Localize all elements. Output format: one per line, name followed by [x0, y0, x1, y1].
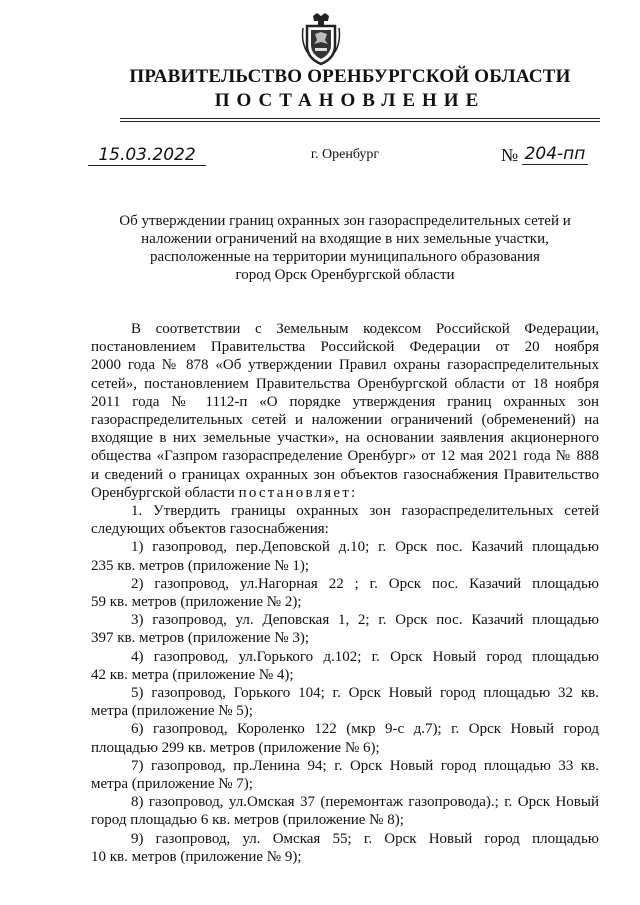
text-line: и сведений о границах охранных зон объектов газоснабжения Правительство	[91, 466, 599, 483]
list-item	[91, 720, 599, 756]
document-number: 204-пп	[522, 144, 588, 165]
title-line: город Орск Оренбургской области	[235, 267, 455, 283]
list-item	[91, 757, 599, 793]
document-title	[95, 212, 595, 284]
text-line: входящие в них земельные участки», на основании заявления акционерного	[91, 430, 599, 447]
text-line: 59 кв. метров (приложение № 2);	[91, 594, 302, 611]
text-line: постановлением Правительства Российской Федерации от 20 ноября	[91, 339, 599, 356]
document-date: 15.03.2022	[88, 145, 206, 166]
text-line: площадью 299 кв. метров (приложение № 6);	[91, 739, 380, 756]
text-line: метра (приложение № 5);	[91, 703, 253, 720]
document-body	[91, 320, 599, 866]
text-line: 235 кв. метров (приложение № 1);	[91, 557, 310, 574]
text-line: общества «Газпром газораспределение Оренбург» от 12 мая 2021 года № 888	[91, 448, 599, 465]
list-item	[91, 830, 599, 866]
list-item	[91, 648, 599, 684]
list-item	[91, 793, 599, 829]
text-line: 1) газопровод, пер.Деповской д.10; г. Орск пос. Казачий площадью	[131, 539, 599, 556]
text-line: 2000 года № 878 «Об утверждении Правил охраны газораспределительных	[91, 357, 599, 374]
text-line: метра (приложение № 7);	[91, 776, 253, 793]
text-line: 42 кв. метра (приложение № 4);	[91, 666, 294, 683]
text-line: газораспределительных сетей и наложении ограничений (обременений) на	[91, 412, 599, 429]
text-line: город площадью 6 кв. метров (приложение № 8);	[91, 812, 404, 829]
text-line: следующих объектов газоснабжения:	[91, 521, 329, 538]
text-line	[91, 484, 599, 502]
resolves-word: постановляет:	[238, 484, 358, 501]
list-item	[91, 575, 599, 611]
list-item	[91, 611, 599, 647]
title-line: расположенные на территории муниципального образования	[150, 249, 540, 265]
text-line: 10 кв. метров (приложение № 9);	[91, 848, 302, 865]
list-item	[91, 538, 599, 574]
header-divider	[120, 118, 600, 119]
text-line: 6) газопровод, Короленко 122 (мкр 9-с д.7); г. Орск Новый город	[131, 721, 599, 738]
text-line: В соответствии с Земельным кодексом Российской Федерации,	[131, 321, 599, 337]
item-1-paragraph	[91, 502, 599, 538]
text-line: 7) газопровод, пр.Ленина 94; г. Орск Новый город площадью 33 кв.	[131, 757, 599, 774]
text-line: 8) газопровод, ул.Омская 37 (перемонтаж газопровода).; г. Орск Новый	[131, 794, 599, 811]
text-fragment: Оренбургской области	[91, 484, 239, 501]
title-line: наложении ограничений на входящие в них земельные участки,	[141, 231, 549, 247]
document-number-label: №	[501, 145, 519, 165]
document-type-heading: ПОСТАНОВЛЕНИЕ	[214, 90, 486, 111]
organization-heading: ПРАВИТЕЛЬСТВО ОРЕНБУРГСКОЙ ОБЛАСТИ	[129, 66, 571, 87]
title-line: Об утверждении границ охранных зон газораспределительных сетей и	[119, 213, 571, 229]
text-line: 2) газопровод, ул.Нагорная 22 ; г. Орск пос. Казачий площадью	[131, 575, 599, 592]
text-line: 9) газопровод, ул. Омская 55; г. Орск Новый город площадью	[131, 830, 599, 847]
coat-of-arms-icon	[301, 12, 341, 66]
preamble-paragraph	[91, 320, 599, 502]
text-line: 3) газопровод, ул. Деповская 1, 2; г. Орск пос. Казачий площадью	[131, 612, 599, 629]
text-line: сетей», постановлением Правительства Оренбургской области от 18 ноября	[91, 375, 599, 392]
text-line: 5) газопровод, Горького 104; г. Орск Новый город площадью 32 кв.	[131, 685, 599, 702]
list-item	[91, 684, 599, 720]
text-line: 2011 года № 1112-п «О порядке утверждения границ охранных зон	[91, 393, 599, 410]
text-line: 4) газопровод, ул.Горького д.102; г. Орск Новый город площадью	[131, 648, 599, 665]
document-city: г. Оренбург	[310, 147, 380, 162]
text-line: 1. Утвердить границы охранных зон газораспределительных сетей	[131, 503, 599, 520]
header-divider	[120, 121, 600, 122]
text-line: 397 кв. метров (приложение № 3);	[91, 630, 310, 647]
